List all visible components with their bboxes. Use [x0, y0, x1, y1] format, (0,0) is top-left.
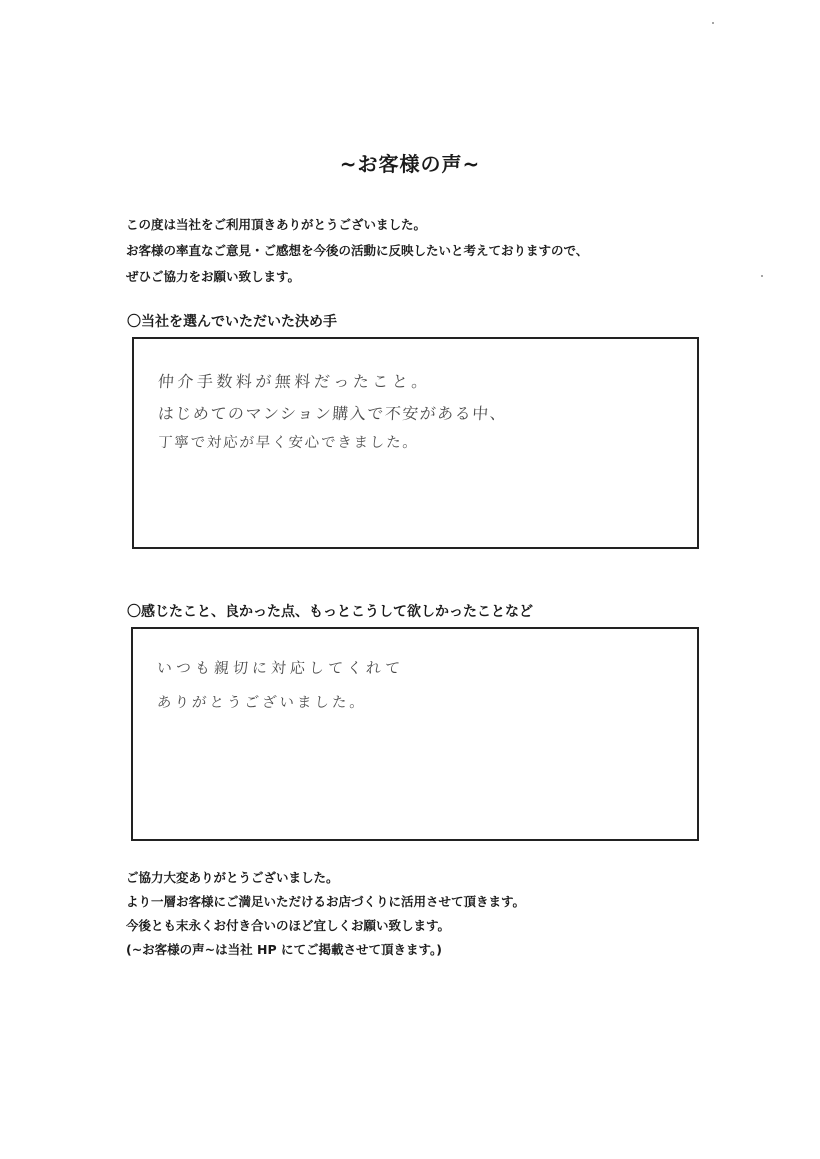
closing-line: (~お客様の声~は当社 HP にてご掲載させて頂きます。) — [126, 942, 442, 957]
intro-line: ぜひご協力をお願い致します。 — [126, 269, 301, 284]
page-title: ~お客様の声~ — [339, 152, 481, 176]
handwritten-line: はじめてのマンション購入で不安がある中、 — [157, 404, 508, 423]
scan-speck — [712, 22, 714, 24]
closing-text — [126, 866, 525, 962]
section1-answer-box — [132, 337, 699, 549]
handwritten-line: 丁寧で対応が早く安心できました。 — [157, 435, 420, 451]
section2-heading: 〇感じたこと、良かった点、もっとこうして欲しかったことなど — [127, 604, 533, 620]
handwritten-line: ありがとうございました。 — [156, 695, 368, 711]
section1-heading: 〇当社を選んでいただいた決め手 — [127, 314, 337, 330]
closing-line: ご協力大変ありがとうございました。 — [126, 870, 339, 885]
closing-line: 今後とも末永くお付き合いのほど宜しくお願い致します。 — [126, 918, 451, 933]
handwritten-line: いつも親切に対応してくれて — [156, 659, 405, 677]
intro-line: お客様の率直なご意見・ご感想を今後の活動に反映したいと考えておりますので、 — [126, 243, 589, 258]
section2-answer-box — [131, 627, 699, 841]
handwritten-line: 仲介手数料が無料だったこと。 — [157, 372, 432, 391]
intro-line: この度は当社をご利用頂きありがとうございました。 — [126, 217, 427, 232]
intro-text — [126, 212, 588, 290]
scan-speck — [761, 275, 763, 277]
closing-line: より一層お客様にご満足いただけるお店づくりに活用させて頂きます。 — [126, 894, 526, 909]
